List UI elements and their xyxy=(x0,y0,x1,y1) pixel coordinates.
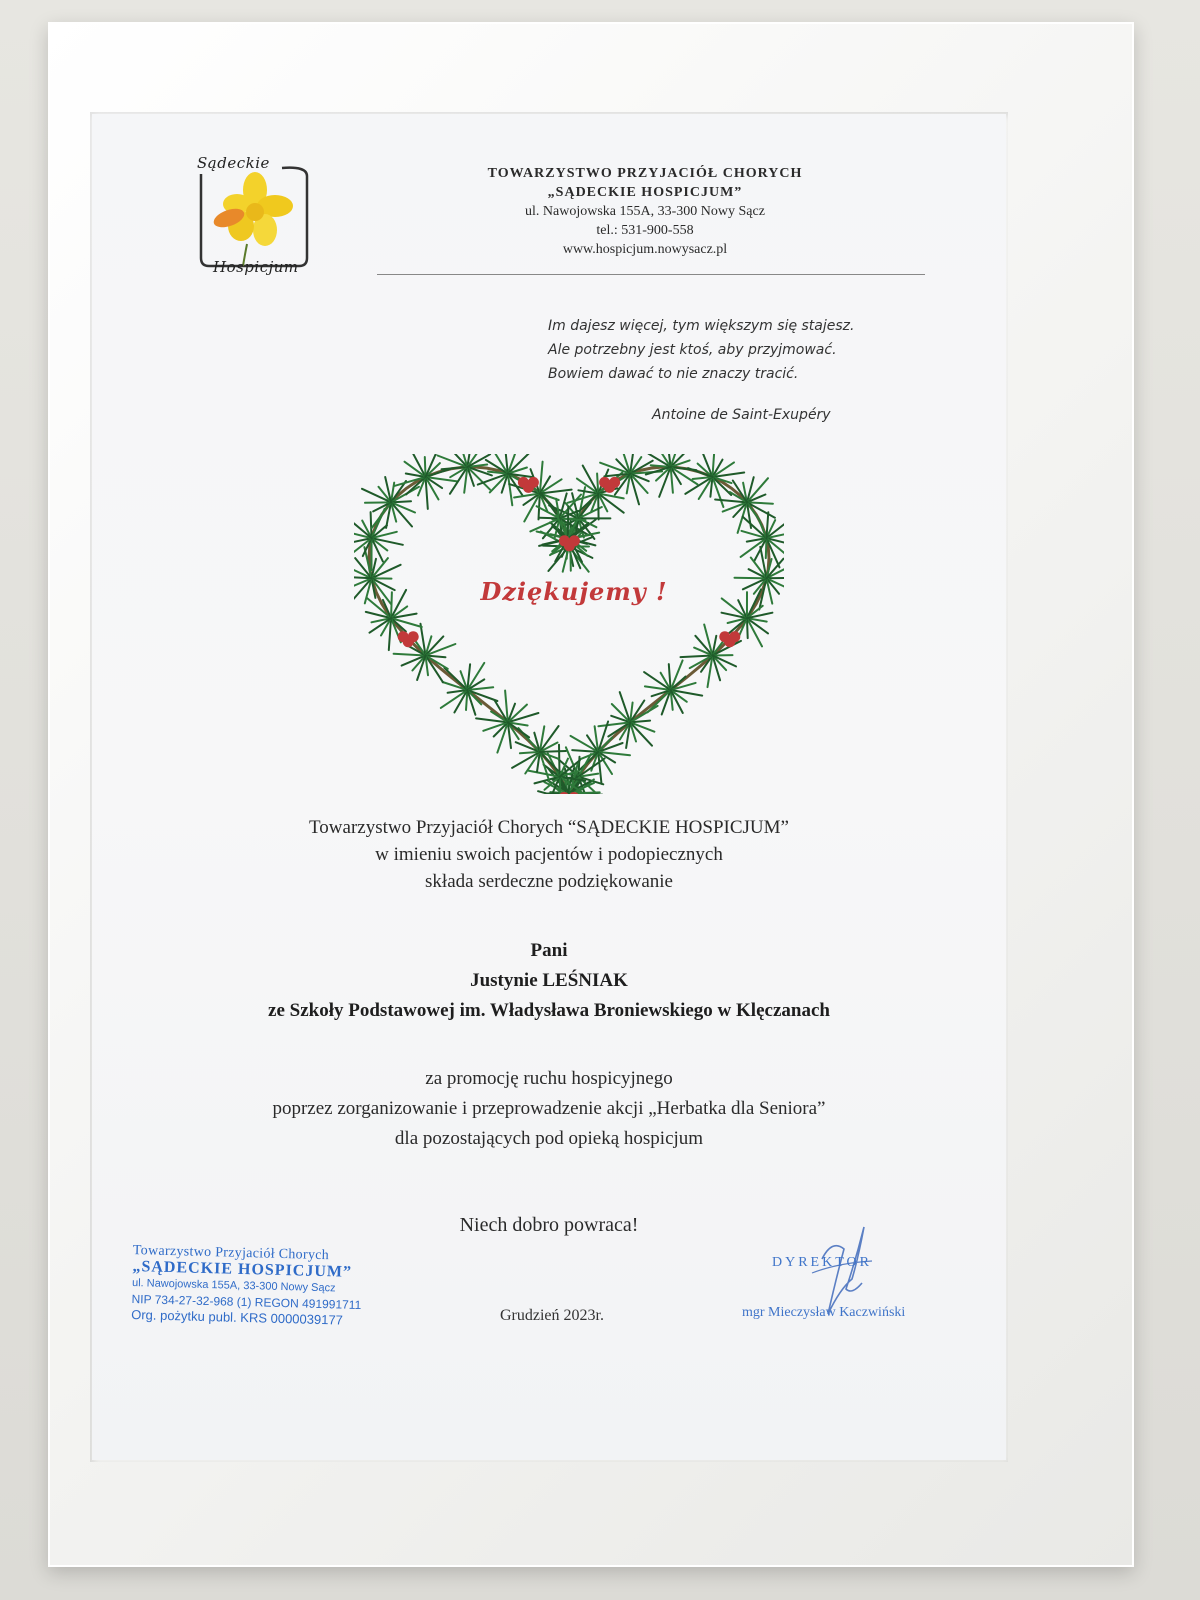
closing-line: Niech dobro powraca! xyxy=(459,1214,639,1236)
org-address: ul. Nawojowska 155A, 33-300 Nowy Sącz xyxy=(525,204,765,219)
recipient-block xyxy=(132,936,966,1026)
stamp-line-2: „SĄDECKIE HOSPICJUM” xyxy=(132,1258,353,1281)
reason-line-3: dla pozostających pod opieką hospicjum xyxy=(394,1128,704,1149)
stamp-line-3: ul. Nawojowska 155A, 33-300 Nowy Sącz xyxy=(131,1277,336,1295)
thanks-statement xyxy=(142,814,956,895)
recipient-school: ze Szkoły Podstawowej im. Władysława Broniewskiego w Klęczanach xyxy=(268,1000,830,1021)
org-name-line2: „SĄDECKIE HOSPICJUM” xyxy=(547,185,743,200)
org-phone: tel.: 531-900-558 xyxy=(596,223,694,238)
logo-text-bottom: Hospicjum xyxy=(213,258,299,276)
quote-line-3: Bowiem dawać to nie znaczy tracić. xyxy=(548,366,799,382)
statement-line-3: składa serdeczne podziękowanie xyxy=(425,871,673,892)
stamp-line-5: Org. pożytku publ. KRS 0000039177 xyxy=(131,1307,344,1328)
organization-stamp xyxy=(131,1243,362,1329)
header-divider xyxy=(377,274,925,275)
logo-text-top: Sądeckie xyxy=(197,154,270,172)
quote-line-2: Ale potrzebny jest ktoś, aby przyjmować. xyxy=(548,342,837,358)
issue-date: Grudzień 2023r. xyxy=(500,1307,604,1324)
letterhead xyxy=(370,164,920,259)
org-website: www.hospicjum.nowysacz.pl xyxy=(562,242,728,257)
recipient-title: Pani xyxy=(530,940,568,961)
reason-block xyxy=(132,1064,966,1154)
director-signature-stamp xyxy=(732,1219,932,1329)
certificate-paper xyxy=(92,114,1006,1460)
org-name-line1: TOWARZYSTWO PRZYJACIÓŁ CHORYCH xyxy=(487,166,803,181)
director-title: DYREKTOR xyxy=(772,1255,872,1270)
quote-block xyxy=(548,314,908,386)
thank-you-heading: Dziękujemy ! xyxy=(480,577,668,606)
pine-heart-wreath-icon xyxy=(354,454,784,794)
stamp-line-4: NIP 734-27-32-968 (1) REGON 491991711 xyxy=(131,1292,362,1313)
reason-line-2: poprzez zorganizowanie i przeprowadzenie akcji „Herbatka dla Seniora” xyxy=(272,1098,826,1119)
director-name: mgr Mieczysław Kaczwiński xyxy=(742,1305,906,1320)
recipient-name: Justynie LEŚNIAK xyxy=(470,970,628,991)
statement-line-2: w imieniu swoich pacjentów i podopiecznych xyxy=(375,844,723,865)
quote-author: Antoine de Saint-Exupéry xyxy=(652,407,831,423)
heart-wreath xyxy=(354,454,784,794)
quote-line-1: Im dajesz więcej, tym większym się stajesz. xyxy=(548,318,855,334)
stamp-line-1: Towarzystwo Przyjaciół Chorych xyxy=(132,1243,330,1264)
reason-line-1: za promocję ruchu hospicyjnego xyxy=(425,1068,673,1089)
hospice-logo xyxy=(187,154,317,279)
statement-line-1: Towarzystwo Przyjaciół Chorych “SĄDECKIE HOSPICJUM” xyxy=(309,817,789,838)
